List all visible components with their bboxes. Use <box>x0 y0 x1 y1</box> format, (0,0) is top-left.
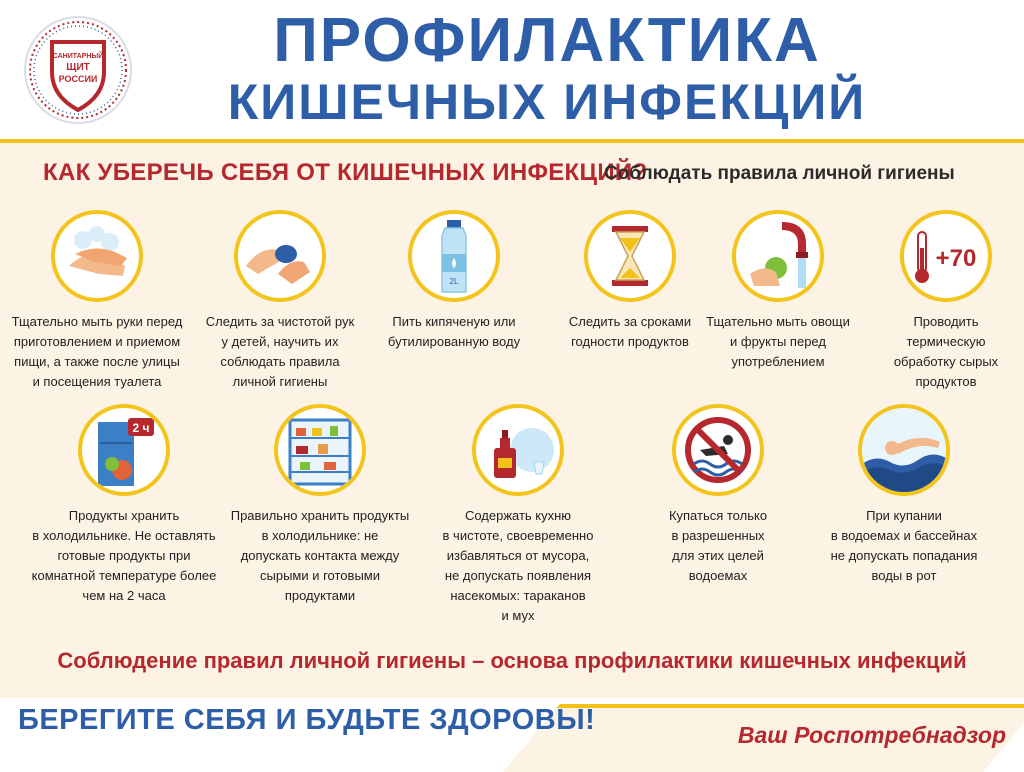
svg-text:САНИТАРНЫЙ: САНИТАРНЫЙ <box>52 53 104 60</box>
page-title-line1: ПРОФИЛАКТИКА <box>273 6 821 75</box>
tip-caption: Следить за сроками годности продуктов <box>568 314 692 349</box>
page-title-line2: КИШЕЧНЫХ ИНФЕКЦИЙ <box>227 74 867 130</box>
tip-fridge-separation <box>222 404 418 606</box>
signature: Ваш Роспотребнадзор <box>737 722 1006 748</box>
swimmer-icon <box>858 404 950 496</box>
no-swimming-icon <box>672 404 764 496</box>
slogan: БЕРЕГИТЕ СЕБЯ И БУДЬТЕ ЗДОРОВЫ! <box>18 704 596 736</box>
tip-expiry-dates <box>546 210 714 352</box>
header <box>0 0 1024 140</box>
tip-caption: При купании в водоемах и бассейнах не допускать попадания воды в рот <box>830 508 978 583</box>
tip-swimming-mouth <box>806 404 1002 586</box>
tip-caption: Тщательно мыть овощи и фрукты перед употреблением <box>706 314 850 369</box>
washing-fruit-icon <box>732 210 824 302</box>
tip-wash-hands <box>10 210 184 392</box>
tip-caption: Содержать кухню в чистоте, своевременно избавляться от мусора, не допускать появления насекомых: тараканов и мух <box>442 508 594 623</box>
hand-washing-icon <box>51 210 143 302</box>
section-note: Соблюдать правила личной гигиены <box>604 163 955 184</box>
child-hands-icon <box>234 210 326 302</box>
tip-wash-vegetables <box>694 210 862 372</box>
tip-caption: Следить за чистотой рук у детей, научить их соблюдать правила личной гигиены <box>205 314 355 389</box>
section-question: КАК УБЕРЕЧЬ СЕБЯ ОТ КИШЕЧНЫХ ИНФЕКЦИЙ? <box>43 159 648 186</box>
tip-heat-treatment <box>862 210 1024 392</box>
hourglass-icon <box>584 210 676 302</box>
tip-caption: Продукты хранить в холодильнике. Не оставлять готовые продукты при комнатной температуре более чем на 2 часа <box>31 508 217 603</box>
tip-caption: Тщательно мыть руки перед приготовлением и приемом пищи, а также после улицы и посещения туалета <box>11 314 183 389</box>
svg-text:+70: +70 <box>935 245 977 272</box>
tip-drink-water <box>370 210 538 352</box>
tip-clean-kitchen <box>420 404 616 626</box>
tip-fridge-storage-time <box>26 404 222 606</box>
tip-caption: Пить кипяченую или бутилированную воду <box>387 314 521 349</box>
cleaning-supplies-icon <box>472 404 564 496</box>
key-statement: Соблюдение правил личной гигиены – основа профилактики кишечных инфекций <box>57 648 967 673</box>
tip-caption: Правильно хранить продукты в холодильнике: не допускать контакта между сырыми и готовыми продуктами <box>230 508 410 603</box>
thermometer-icon <box>900 210 992 302</box>
tip-caption: Проводить термическую обработку сырых продуктов <box>893 314 999 389</box>
open-fridge-icon <box>274 404 366 496</box>
tip-child-hands <box>196 210 364 392</box>
svg-text:2 ч: 2 ч <box>132 421 150 435</box>
svg-text:ЩИТ: ЩИТ <box>66 62 90 73</box>
tip-swim-allowed <box>620 404 816 586</box>
tip-caption: Купаться только в разрешенных для этих целей водоемах <box>668 508 768 583</box>
fridge-timer-icon <box>78 404 170 496</box>
water-bottle-icon <box>408 210 500 302</box>
svg-text:РОССИИ: РОССИИ <box>58 74 98 84</box>
svg-text:2L: 2L <box>449 277 459 286</box>
